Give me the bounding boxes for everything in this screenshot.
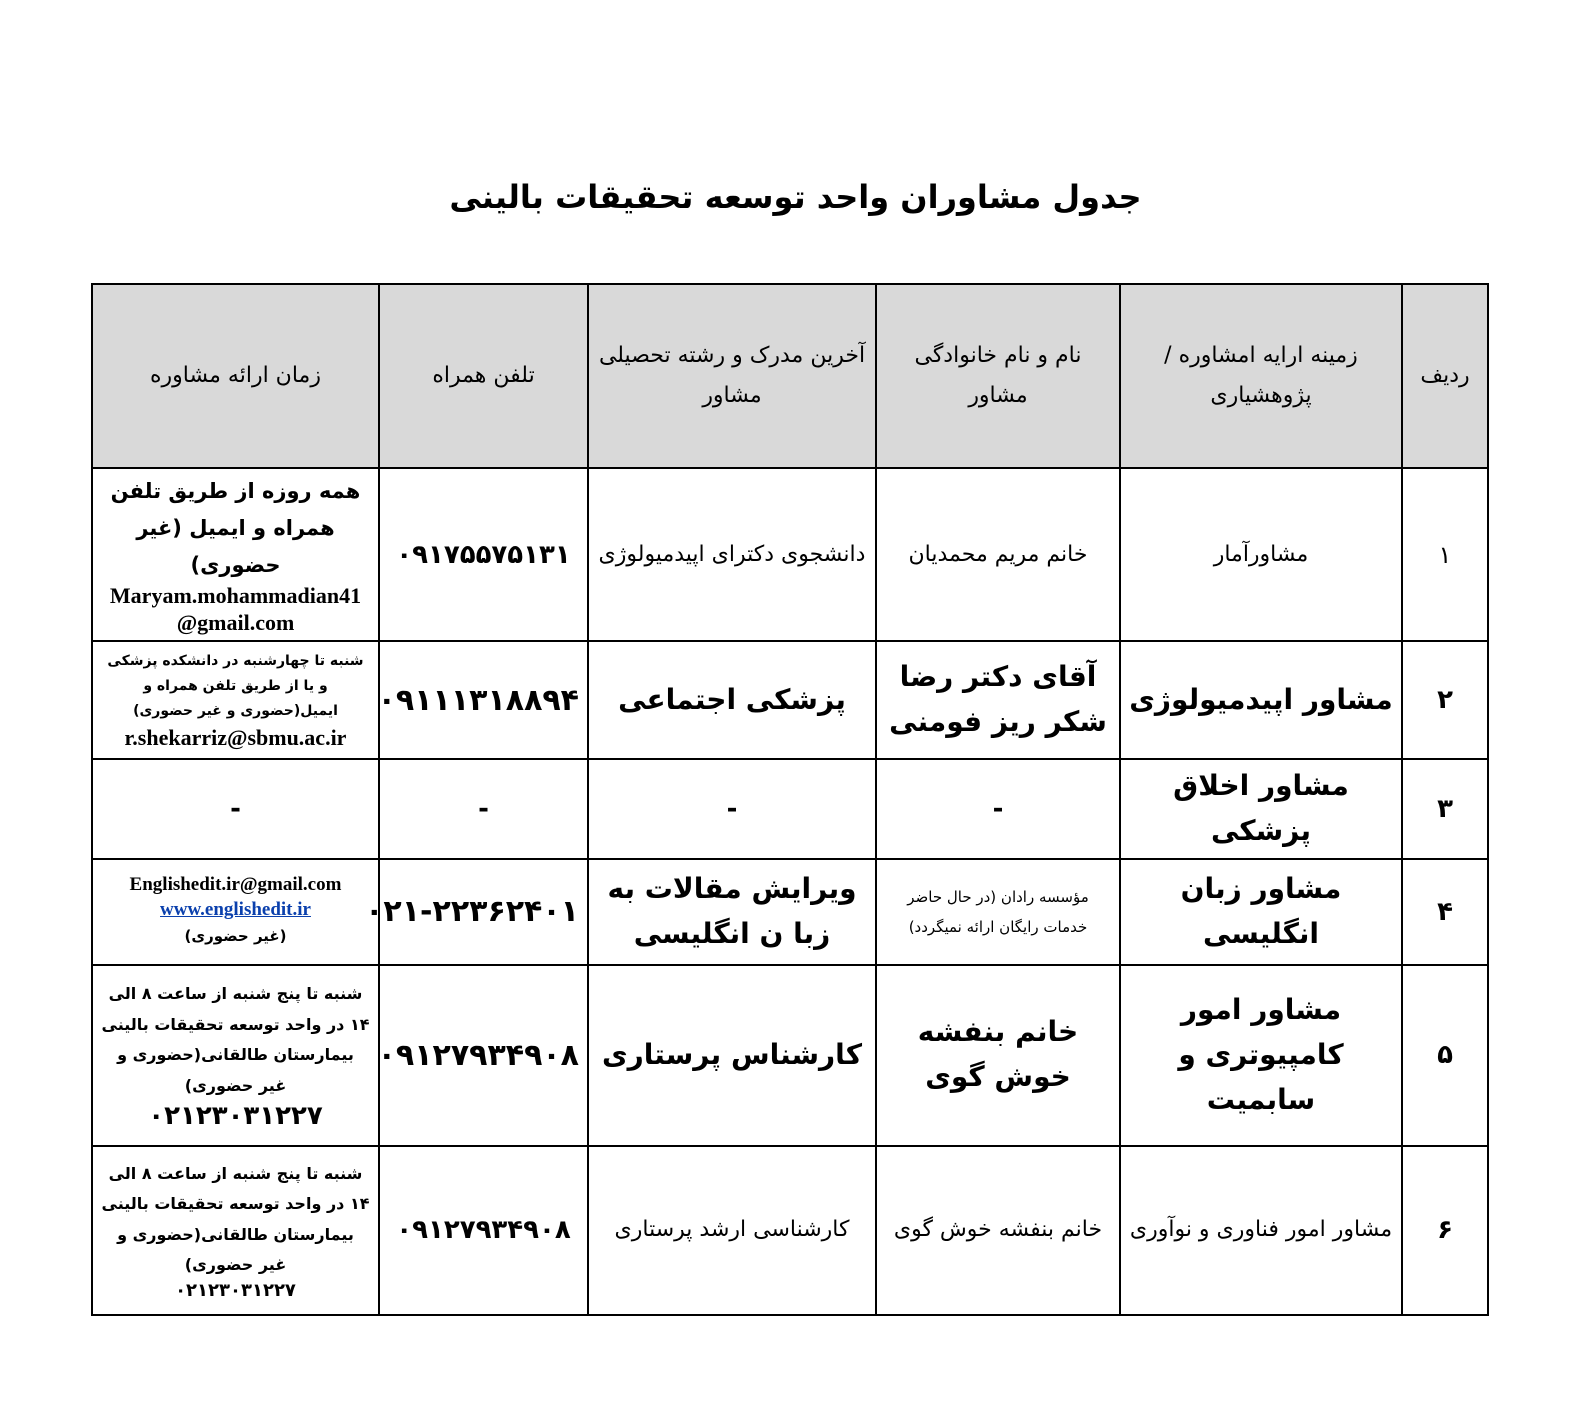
row-degree: پزشکی اجتماعی <box>588 641 876 759</box>
row-name: خانم بنفشه خوش گوی <box>876 965 1120 1146</box>
row-degree: کارشناسی ارشد پرستاری <box>588 1146 876 1315</box>
table-row <box>92 759 1488 859</box>
row-name: آقای دکتر رضا شکر ریز فومنی <box>876 641 1120 759</box>
row-field: مشاور اپیدمیولوژی <box>1120 641 1402 759</box>
row-time <box>92 859 379 965</box>
row-name: خانم بنفشه خوش گوی <box>876 1146 1120 1315</box>
row-degree: ویرایش مقالات به زبا ن انگلیسی <box>588 859 876 965</box>
office-phone: ۰۲۱۲۳۰۳۱۲۲۷ <box>175 1280 296 1302</box>
row-num: ۱ <box>1402 468 1488 641</box>
email-text: Englishedit.ir@gmail.com <box>129 874 342 896</box>
row-time <box>92 468 379 641</box>
header-field: زمینه ارایه امشاوره /پژوهشیاری <box>1120 284 1402 468</box>
office-phone: ۰۲۱۲۳۰۳۱۲۲۷ <box>148 1100 323 1131</box>
header-time: زمان ارائه مشاوره <box>92 284 379 468</box>
time-text: شنبه تا پنج شنبه از ساعت ۸ الی ۱۴ در واحد توسعه تحقیقات بالینی بیمارستان طالقانی(حضوری و غیر حضوری) <box>101 984 370 1095</box>
row-phone: ۰۹۱۲۷۹۳۴۹۰۸ <box>379 1146 588 1315</box>
time-text: شنبه تا چهارشنبه در دانشکده پزشکی و یا از طریق تلفن همراه و ایمیل(حضوری و غیر حضوری) <box>107 653 364 720</box>
row-phone: ۰۹۱۱۱۳۱۸۸۹۴ <box>379 641 588 759</box>
table-header-row <box>92 284 1488 468</box>
header-name: نام و نام خانوادگی مشاور <box>876 284 1120 468</box>
table-row <box>92 641 1488 759</box>
row-field: مشاور امور فناوری و نوآوری <box>1120 1146 1402 1315</box>
row-time <box>92 1146 379 1315</box>
counselors-table <box>91 283 1489 1316</box>
header-phone: تلفن همراه <box>379 284 588 468</box>
email-text: r.shekarriz@sbmu.ac.ir <box>124 724 347 750</box>
row-degree: کارشناس پرستاری <box>588 965 876 1146</box>
row-degree: - <box>588 759 876 859</box>
row-name: خانم مریم محمدیان <box>876 468 1120 641</box>
header-degree: آخرین مدرک و رشته تحصیلی مشاور <box>588 284 876 468</box>
header-row-num: ردیف <box>1402 284 1488 468</box>
table-row <box>92 1146 1488 1315</box>
row-num: ۴ <box>1402 859 1488 965</box>
row-phone: ۰۹۱۷۵۵۷۵۱۳۱ <box>379 468 588 641</box>
row-field: مشاور زبان انگلیسی <box>1120 859 1402 965</box>
row-num: ۵ <box>1402 965 1488 1146</box>
time-text: شنبه تا پنج شنبه از ساعت ۸ الی ۱۴ در واحد توسعه تحقیقات بالینی بیمارستان طالقانی(حضوری و غیر حضوری) <box>101 1163 370 1275</box>
row-phone: ۰۲۱-۲۲۳۶۲۴۰۱ <box>379 859 588 965</box>
row-phone: ۰۹۱۲۷۹۳۴۹۰۸ <box>379 965 588 1146</box>
row-time: - <box>92 759 379 859</box>
page-title: جدول مشاوران واحد توسعه تحقیقات بالینی <box>449 178 1142 216</box>
row-degree: دانشجوی دکترای اپیدمیولوژی <box>588 468 876 641</box>
row-time <box>92 641 379 759</box>
table-row <box>92 965 1488 1146</box>
row-name: مؤسسه رادان (در حال حاضر خدمات رایگان ارائه نمیگردد) <box>876 859 1120 965</box>
row-name: - <box>876 759 1120 859</box>
table-row <box>92 468 1488 641</box>
row-phone: - <box>379 759 588 859</box>
row-time <box>92 965 379 1146</box>
row-field: مشاورآمار <box>1120 468 1402 641</box>
row-num: ۳ <box>1402 759 1488 859</box>
website-link[interactable]: www.englishedit.ir <box>160 899 311 921</box>
row-field: مشاور امور کامپیوتری و سابمیت <box>1120 965 1402 1146</box>
table-row <box>92 859 1488 965</box>
email-text: Maryam.mohammadian41@gmail.com <box>109 583 362 635</box>
row-field: مشاور اخلاق پزشکی <box>1120 759 1402 859</box>
time-text: (غیر حضوری) <box>184 926 287 945</box>
row-num: ۶ <box>1402 1146 1488 1315</box>
row-num: ۲ <box>1402 641 1488 759</box>
time-text: همه روزه از طریق تلفن همراه و ایمیل (غیر حضوری) <box>110 479 361 577</box>
